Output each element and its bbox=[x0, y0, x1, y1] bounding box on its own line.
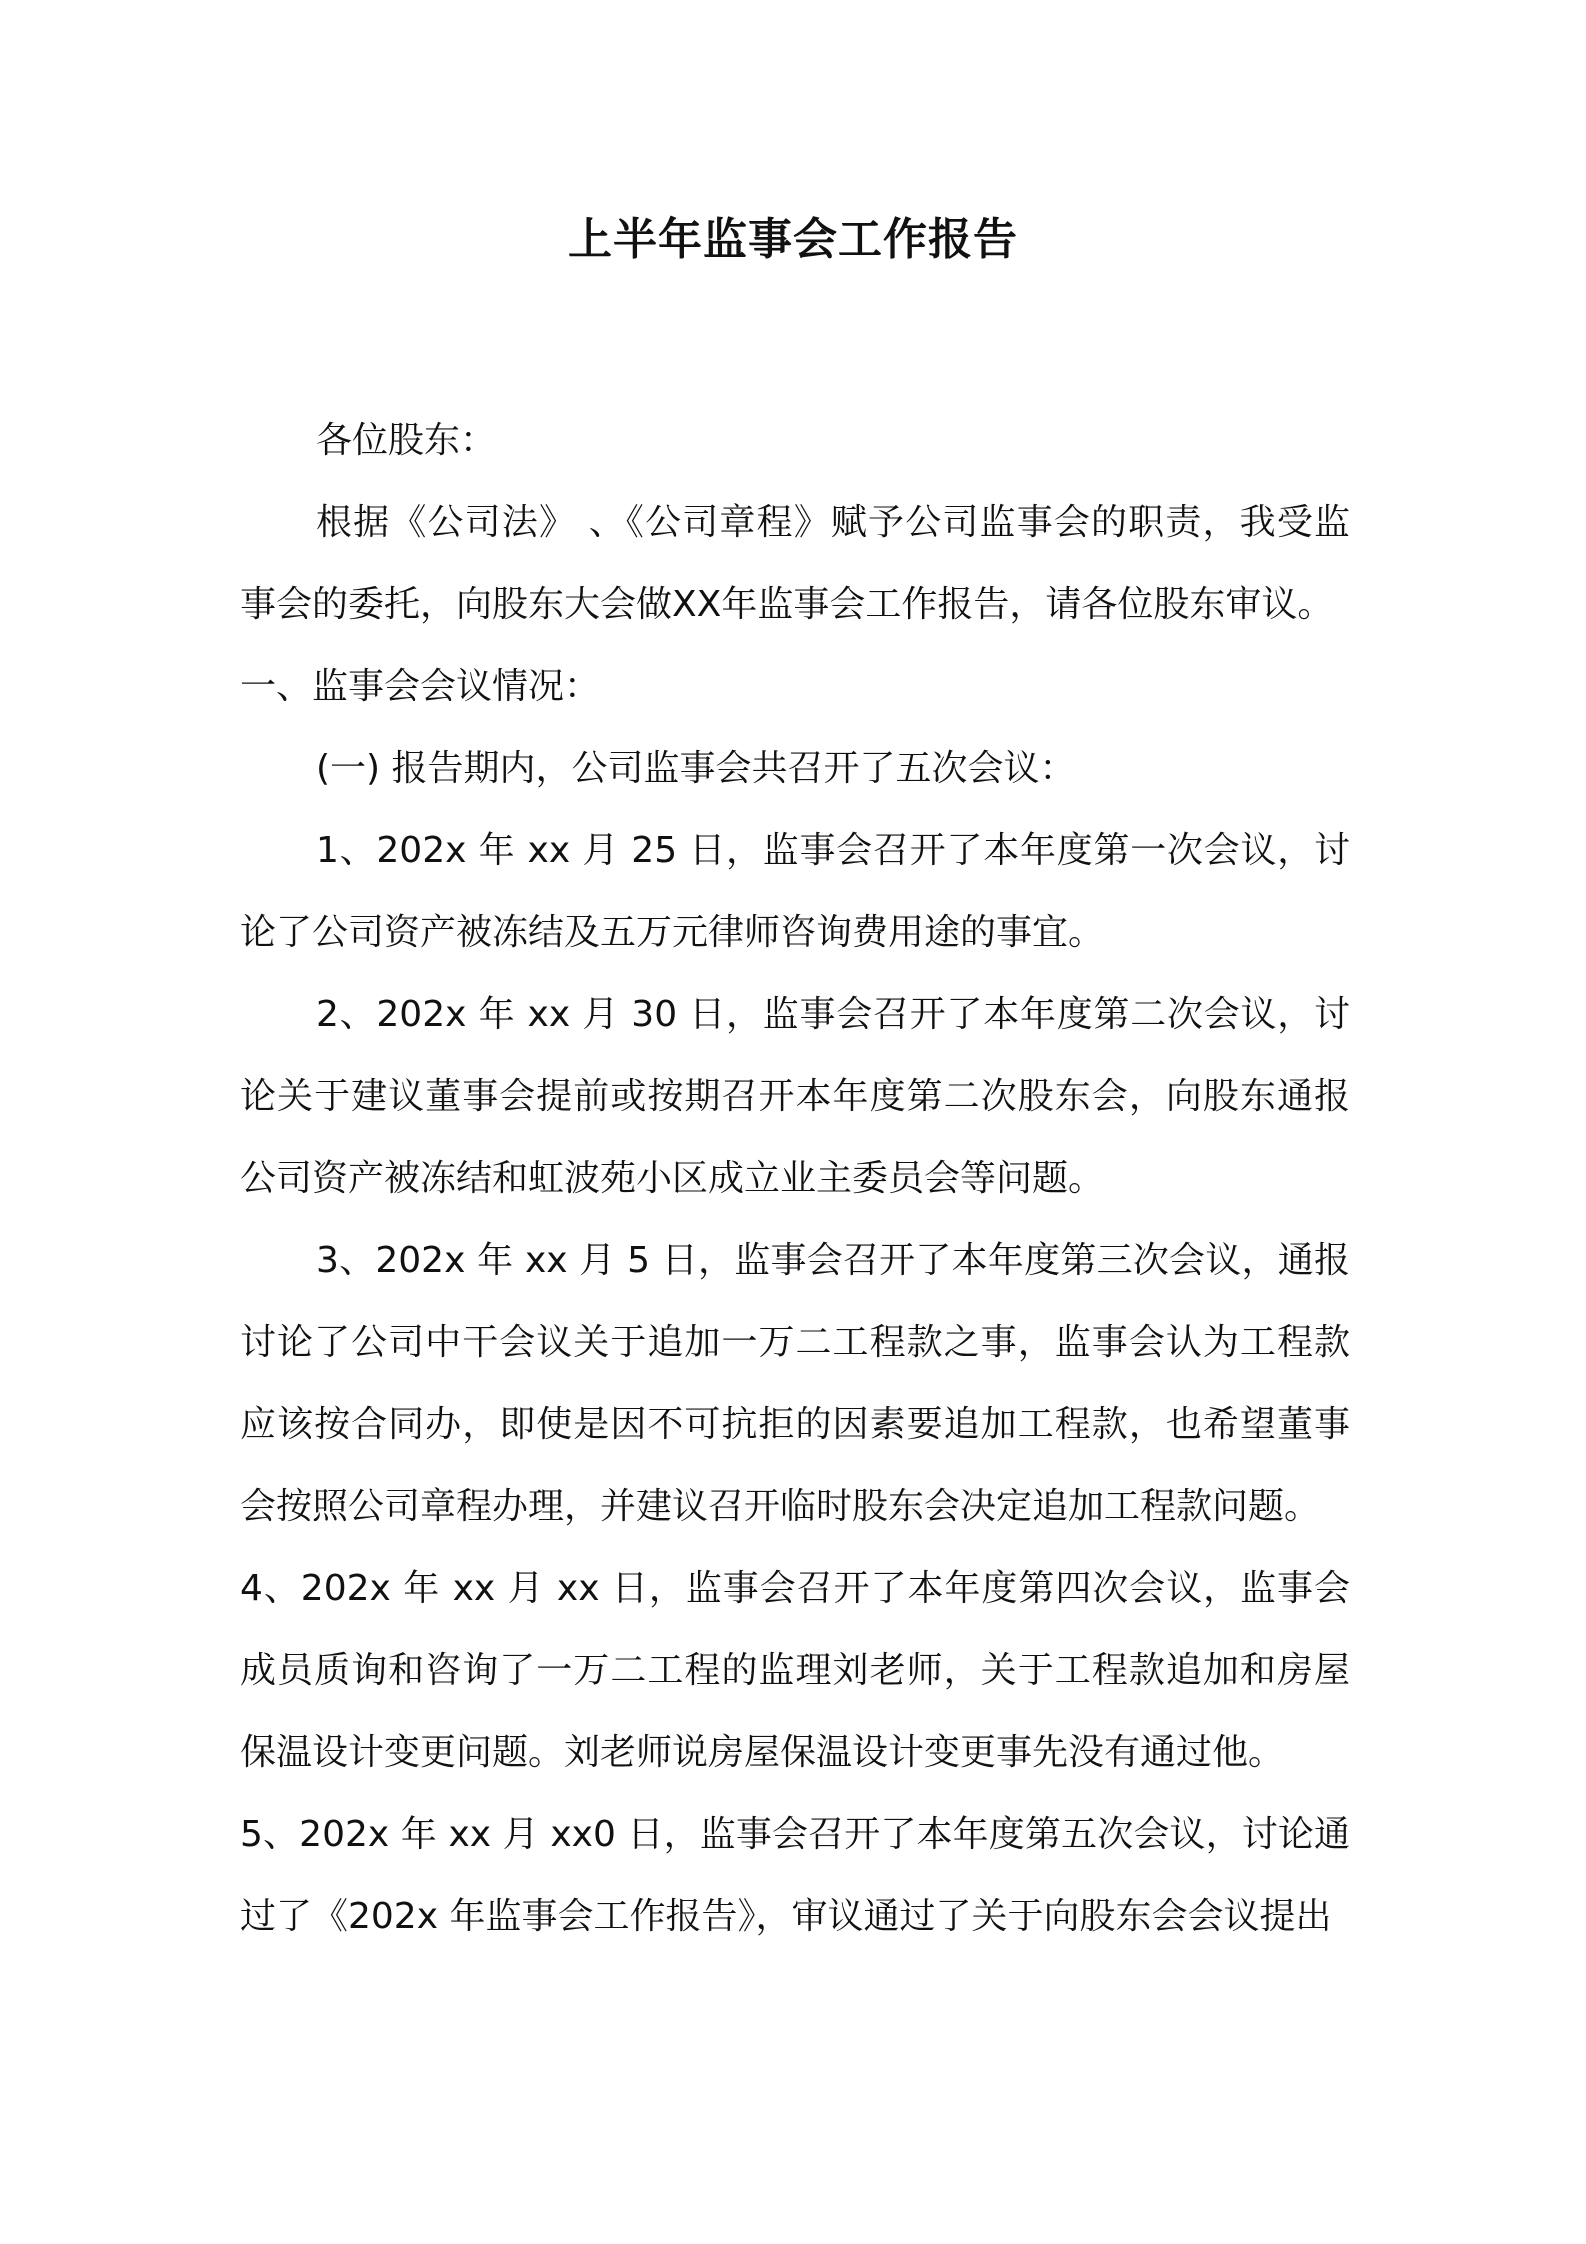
document-title: 上半年监事会工作报告 bbox=[568, 214, 1018, 265]
section-heading-meetings: 一、监事会会议情况： bbox=[240, 666, 601, 707]
paragraph-meeting-4: 4、202x 年 xx 月 xx 日，监事会召开了本年度第四次会议，监事会成员质询和咨询了一万二工程的监理刘老师，关于工程款追加和房屋保温设计变更问题。刘老师说房屋保温设计变更事先没有通过他。 bbox=[240, 1568, 1350, 1773]
paragraph-meeting-3: 3、202x 年 xx 月 5 日，监事会召开了本年度第三次会议，通报讨论了公司中干会议关于追加一万二工程款之事，监事会认为工程款应该按合同办，即使是因不可抗拒的因素要追加工程款，也希望董事会按照公司章程办理，并建议召开临时股东会决定追加工程款问题。 bbox=[240, 1240, 1350, 1527]
paragraph-meeting-2: 2、202x 年 xx 月 30 日，监事会召开了本年度第二次会议，讨论关于建议董事会提前或按期召开本年度第二次股东会，向股东通报公司资产被冻结和虹波苑小区成立业主委员会等问题。 bbox=[240, 994, 1350, 1199]
paragraph-intro: 根据《公司法》 、《公司章程》赋予公司监事会的职责，我受监事会的委托，向股东大会做XX年监事会工作报告，请各位股东审议。 bbox=[240, 502, 1350, 625]
paragraph-meeting-5: 5、202x 年 xx 月 xx0 日，监事会召开了本年度第五次会议，讨论通过了《202x 年监事会工作报告》，审议通过了关于向股东会会议提出 bbox=[240, 1814, 1350, 1937]
document-body bbox=[240, 400, 1350, 1958]
paragraph-meeting-1: 1、202x 年 xx 月 25 日，监事会召开了本年度第一次会议，讨论了公司资产被冻结及五万元律师咨询费用途的事宜。 bbox=[240, 830, 1350, 953]
paragraph-meetings-summary: (一) 报告期内，公司监事会共召开了五次会议： bbox=[316, 748, 1076, 789]
paragraph-salutation: 各位股东： bbox=[316, 420, 497, 461]
